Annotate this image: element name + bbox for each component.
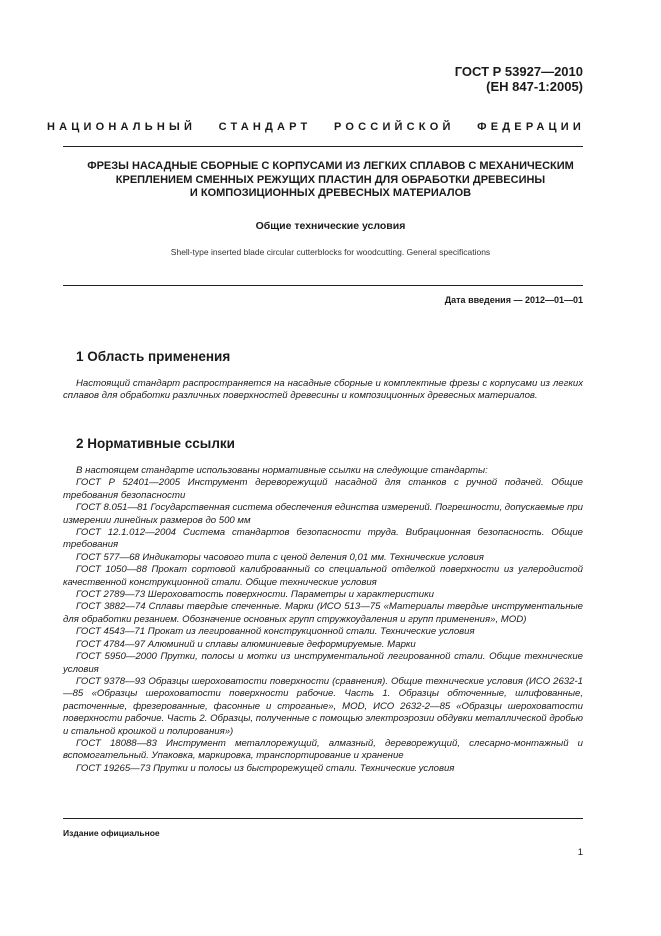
reference-entry: ГОСТ 4784—97 Алюминий и сплавы алюминиевые деформируемые. Марки — [76, 638, 416, 650]
reference-entry: ГОСТ 577—68 Индикаторы часового типа с ценой деления 0,01 мм. Технические условия — [76, 551, 484, 563]
reference-entry: ГОСТ 5950—2000 Прутки, полосы и мотки из инструментальной легированной стали. Общие технические условия — [63, 651, 583, 675]
national-standard-banner — [47, 120, 585, 134]
section-1-body — [63, 378, 583, 403]
reference-entry: ГОСТ 4543—71 Прокат из легированной конструкционной стали. Технические условия — [76, 626, 475, 638]
banner-word: ФЕДЕРАЦИИ — [477, 121, 585, 133]
reference-entry: ГОСТ 9378—93 Образцы шероховатости поверхности (сравнения). Общие технические условия (ИСО 2632-1—85 «Образцы шероховатости поверхности рабочие. Часть 1. Образцы обточенные, шлифованные, расточенные, фрезерованные, фасонные и строганые», MOD, ИСО 2632-2—85 «Образцы шероховатости поверхности рабочие. Часть 2. Образцы, полученные с помощью электроэрозии обдувки металлической дробью и стальной крошкой и полирования») — [63, 675, 583, 737]
banner-word: НАЦИОНАЛЬНЫЙ — [47, 121, 197, 133]
publication-note: Издание официальное — [63, 828, 160, 838]
document-title — [55, 160, 606, 201]
reference-entry: ГОСТ 2789—73 Шероховатость поверхности. Параметры и характеристики — [76, 589, 434, 601]
english-title: Shell-type inserted blade circular cutterblocks for woodcutting. General specifications — [170, 247, 491, 257]
reference-entry: ГОСТ 18088—83 Инструмент металлорежущий, алмазный, дереворежущий, слесарно-монтажный и вспомогательный. Упаковка, маркировка, транспортирование и хранение — [63, 737, 583, 762]
title-line: КРЕПЛЕНИЕМ СМЕННЫХ РЕЖУЩИХ ПЛАСТИН ДЛЯ ОБРАБОТКИ ДРЕВЕСИНЫ — [115, 173, 546, 186]
footer-rule — [63, 818, 583, 819]
reference-entry: ГОСТ 1050—88 Прокат сортовой калиброванный со специальной отделкой поверхности из углеродистой качественной конструкционной стали. Общие технические условия — [63, 564, 583, 588]
banner-word: РОССИЙСКОЙ — [334, 121, 455, 133]
standard-number: ГОСТ Р 53927—2010 — [454, 64, 583, 79]
title-line: ФРЕЗЫ НАСАДНЫЕ СБОРНЫЕ С КОРПУСАМИ ИЗ ЛЕГКИХ СПЛАВОВ С МЕХАНИЧЕСКИМ — [87, 160, 574, 172]
introduction-date: Дата введения — 2012—01—01 — [444, 295, 583, 305]
reference-entry: ГОСТ Р 52401—2005 Инструмент дереворежущий насадной для станков с ручной подачей. Общие требования безопасности — [63, 477, 583, 501]
document-subtitle: Общие технические условия — [255, 220, 406, 232]
reference-entry: ГОСТ 3882—74 Сплавы твердые спеченные. Марки (ИСО 513—75 «Материалы твердые инструментальные для обработки резанием. Обозначение основных групп стружкоудаления и групп применения», MOD) — [63, 601, 583, 625]
section-1-heading: 1 Область применения — [76, 349, 231, 364]
page-number: 1 — [577, 847, 583, 858]
equivalent-standard: (ЕН 847-1:2005) — [486, 79, 583, 94]
standard-designation — [455, 64, 583, 94]
reference-entry: ГОСТ 8.051—81 Государственная система обеспечения единства измерений. Погрешности, допускаемые при измерении линейных размеров до 500 мм — [63, 502, 583, 526]
title-block-rule — [63, 285, 583, 286]
section-2-heading: 2 Нормативные ссылки — [76, 436, 235, 451]
reference-entry: ГОСТ 12.1.012—2004 Система стандартов безопасности труда. Вибрационная безопасность. Общие требования — [63, 527, 583, 551]
paragraph: Настоящий стандарт распространяется на насадные сборные и комплектные фрезы с корпусами из легких сплавов для обработки различных поверхностей древесины и композиционных древесных материалов. — [63, 378, 583, 402]
top-rule — [63, 146, 583, 147]
title-line: И КОМПОЗИЦИОННЫХ ДРЕВЕСНЫХ МАТЕРИАЛОВ — [189, 187, 472, 199]
paragraph: В настоящем стандарте использованы нормативные ссылки на следующие стандарты: — [76, 465, 488, 476]
banner-word: СТАНДАРТ — [218, 121, 312, 133]
reference-entry: ГОСТ 19265—73 Прутки и полосы из быстрорежущей стали. Технические условия — [76, 762, 455, 774]
section-2-body — [63, 465, 583, 775]
